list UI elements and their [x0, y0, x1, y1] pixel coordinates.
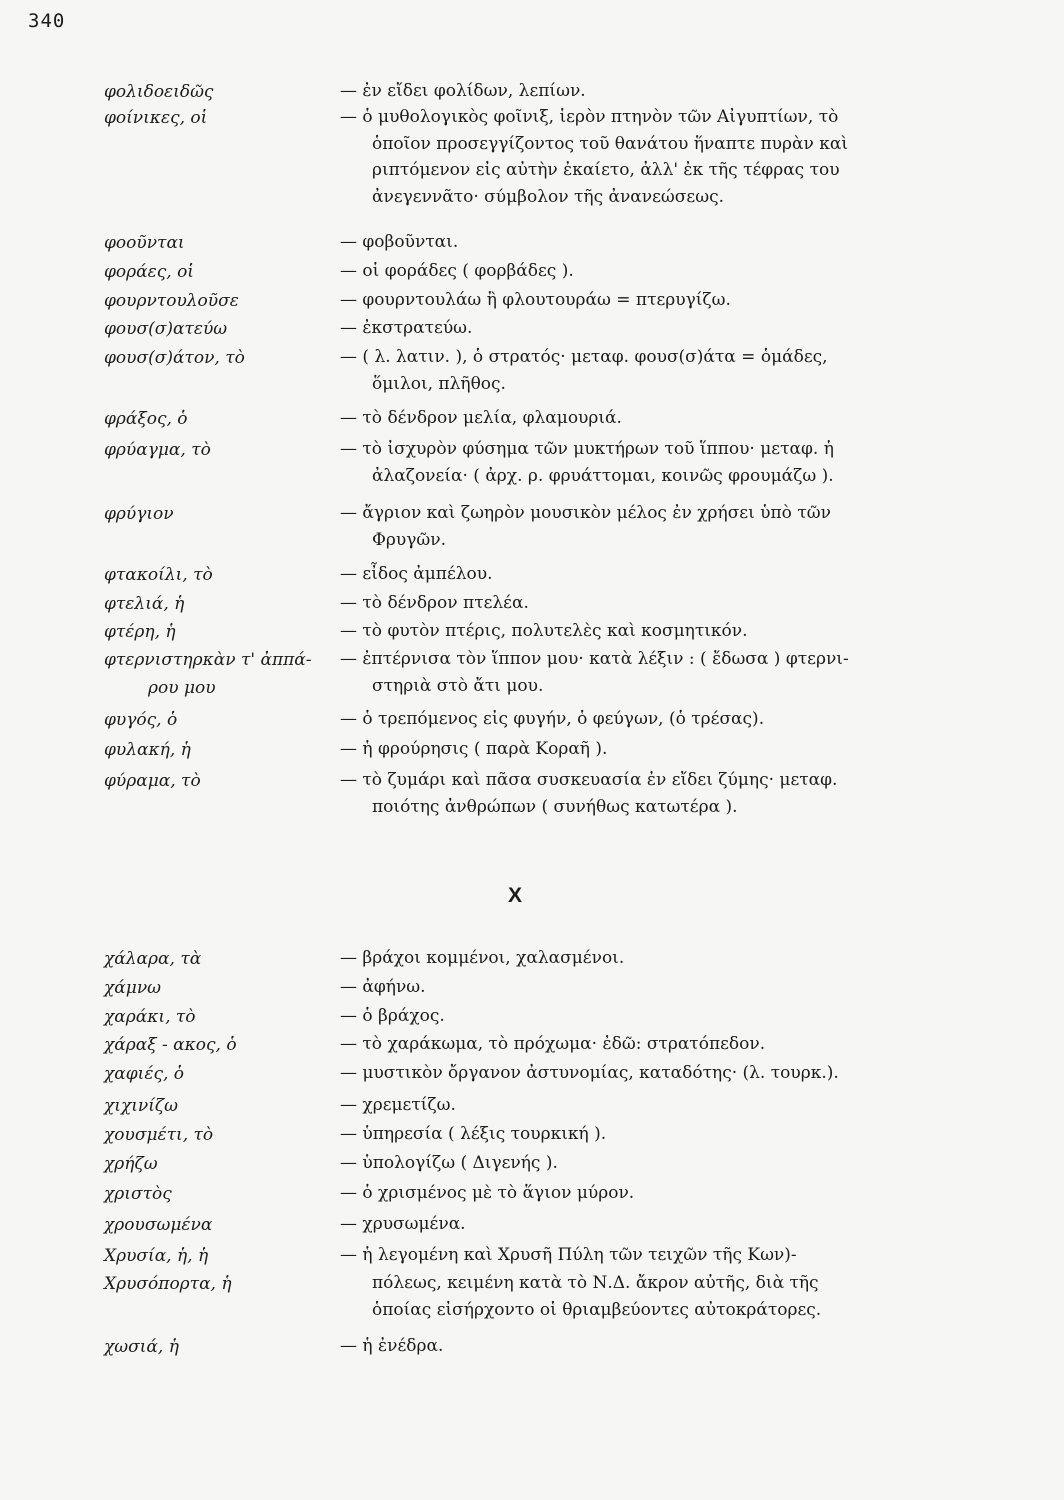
definition	[340, 1270, 970, 1323]
term: χαφιές, ὁ	[104, 1064, 185, 1084]
definition-line: — εἶδος ἀμπέλου.	[340, 564, 493, 584]
definition-line: — τὸ δένδρον πτελέα.	[340, 593, 529, 613]
term-line: ρου μου	[148, 678, 216, 698]
definition-line: — τὸ φυτὸν πτέρις, πολυτελὲς καὶ κοσμητικόν.	[340, 621, 748, 641]
term: Χρυσία, ἡ, ἡ	[104, 1246, 209, 1266]
term: χάραξ - ακος, ὁ	[104, 1035, 237, 1055]
definition-line: — φοβοῦνται.	[340, 232, 459, 252]
term: χωσιά, ἡ	[104, 1337, 179, 1357]
definition-line: — ὁ βράχος.	[340, 1006, 445, 1026]
definition-line: στηριὰ στὸ ἄτι μου.	[372, 675, 544, 696]
definition-line: Φρυγῶν.	[372, 529, 447, 550]
term: φυγός, ὁ	[104, 710, 178, 730]
definition-line: πόλεως, κειμένη κατὰ τὸ Ν.Δ. ἄκρον αὐτῆς, διὰ τῆς	[372, 1273, 819, 1293]
definition-line: — ἐν εἴδει φολίδων, λεπίων.	[340, 81, 586, 101]
definition	[340, 590, 970, 617]
definition-line: — οἱ φοράδες ( φορβάδες ).	[340, 261, 574, 281]
definition	[340, 1333, 970, 1360]
term: φουσ(σ)άτον, τὸ	[104, 348, 245, 368]
term: Χρυσόπορτα, ἡ	[104, 1274, 232, 1294]
definition	[340, 561, 970, 588]
definition-line: — τὸ ζυμάρι καὶ πᾶσα συσκευασία ἐν εἴδει ζύμης· μεταφ.	[340, 770, 838, 790]
definition	[340, 1060, 970, 1087]
term: χουσμέτι, τὸ	[104, 1125, 214, 1145]
term: φρύαγμα, τὸ	[104, 440, 211, 460]
definition	[340, 500, 970, 553]
definition-line: ὁποίας εἰσήρχοντο οἱ θριαμβεύοντες αὐτοκράτορες.	[372, 1299, 822, 1320]
definition-line: — βράχοι κομμένοι, χαλασμένοι.	[340, 948, 625, 968]
term: φύραμα, τὸ	[104, 771, 201, 791]
term: χριστὸς	[104, 1184, 172, 1204]
definition	[340, 258, 970, 285]
definition	[340, 229, 970, 256]
term: φτέρη, ἡ	[104, 622, 176, 642]
section-header-x: X	[508, 884, 523, 907]
definition	[340, 618, 970, 645]
definition-line: — ὁ τρεπόμενος εἰς φυγήν, ὁ φεύγων, (ὁ τρέσας).	[340, 709, 765, 729]
term: φολιδοειδῶς	[104, 82, 214, 102]
term-line: φτερνιστηρκὰν τ' ἀππά-	[104, 650, 312, 670]
definition	[340, 1211, 970, 1238]
definition	[340, 736, 970, 763]
definition-line: — ὑπολογίζω ( Διγενής ).	[340, 1153, 558, 1173]
definition-line: ριπτόμενον εἰς αὐτὴν ἐκαίετο, ἀλλ' ἐκ τῆς τέφρας του	[372, 160, 840, 180]
term: φτακοίλι, τὸ	[104, 565, 213, 585]
definition	[340, 436, 970, 489]
definition	[340, 1150, 970, 1177]
term: φοίνικες, οἱ	[104, 108, 208, 128]
definition	[340, 1092, 970, 1119]
definition	[340, 974, 970, 1001]
definition-line: — ἄγριον καὶ ζωηρὸν μουσικὸν μέλος ἐν χρήσει ὑπὸ τῶν	[340, 503, 831, 523]
term: φοοῦνται	[104, 233, 185, 253]
definition-line: — ἀφήνω.	[340, 977, 426, 997]
definition	[340, 287, 970, 314]
definition	[340, 945, 970, 972]
definition	[340, 646, 970, 699]
definition	[340, 1003, 970, 1030]
term: φυλακή, ἡ	[104, 740, 191, 760]
definition-line: ὅμιλοι, πλῆθος.	[372, 373, 506, 394]
definition	[340, 315, 970, 342]
definition-line: — μυστικὸν ὄργανον ἀστυνομίας, καταδότης· (λ. τουρκ.).	[340, 1063, 839, 1083]
definition-line: — ἡ φρούρησις ( παρὰ Κοραῆ ).	[340, 739, 608, 759]
definition-line: — ἐκστρατεύω.	[340, 318, 473, 338]
term: φουσ(σ)ατεύω	[104, 319, 228, 339]
page-number: 340	[28, 10, 66, 32]
term	[104, 646, 344, 702]
term: χάλαρα, τὰ	[104, 949, 202, 969]
term: χιχινίζω	[104, 1096, 179, 1116]
term: χρήζω	[104, 1154, 158, 1174]
definition	[340, 405, 970, 432]
definition-line: — ἡ λεγομένη καὶ Χρυσῆ Πύλη τῶν τειχῶν τῆς Κων)-	[340, 1245, 797, 1265]
definition-line: — ὑπηρεσία ( λέξις τουρκική ).	[340, 1124, 607, 1144]
definition	[340, 104, 970, 210]
definition-line: — χρεμετίζω.	[340, 1095, 456, 1115]
definition-line: — τὸ χαράκωμα, τὸ πρόχωμα· ἐδῶ: στρατόπεδον.	[340, 1034, 766, 1054]
definition-line: ἀλαζονεία· ( ἀρχ. ρ. φρυάττομαι, κοινῶς φρουμάζω ).	[372, 465, 834, 486]
definition-line: — ( λ. λατιν. ), ὁ στρατός· μεταφ. φουσ(σ)άτα = ὁμάδες,	[340, 347, 828, 367]
term: χρουσωμένα	[104, 1215, 213, 1235]
definition	[340, 1180, 970, 1207]
definition-line: ἀνεγεννᾶτο· σύμβολον τῆς ἀνανεώσεως.	[372, 186, 724, 207]
term: φουρντουλοῦσε	[104, 291, 239, 311]
definition-line: — ἐπτέρνισα τὸν ἵππον μου· κατὰ λέξιν : ( ἔδωσα ) φτερνι-	[340, 649, 849, 669]
definition-line: — ὁ μυθολογικὸς φοῖνιξ, ἱερὸν πτηνὸν τῶν Αἰγυπτίων, τὸ	[340, 107, 839, 127]
term: φτελιά, ἡ	[104, 594, 185, 614]
definition-line: — ἡ ἐνέδρα.	[340, 1336, 444, 1356]
definition	[340, 344, 970, 397]
definition-line: — τὸ δένδρον μελία, φλαμουριά.	[340, 408, 622, 428]
definition-line: — τὸ ἰσχυρὸν φύσημα τῶν μυκτήρων τοῦ ἵππου· μεταφ. ἡ	[340, 439, 834, 459]
term: χάμνω	[104, 978, 162, 998]
definition	[340, 1031, 970, 1058]
definition	[340, 706, 970, 733]
definition-line: ὁποῖον προσεγγίζοντος τοῦ θανάτου ἥναπτε πυρὰν καὶ	[372, 133, 848, 154]
definition	[340, 1121, 970, 1148]
term: φρύγιον	[104, 504, 174, 524]
definition-line: — χρυσωμένα.	[340, 1214, 466, 1234]
term: φοράες, οἱ	[104, 262, 194, 282]
definition-line: ποιότης ἀνθρώπων ( συνήθως κατωτέρα ).	[372, 796, 738, 817]
definition-line: — φουρντουλάω ἢ φλουτουράω = πτερυγίζω.	[340, 290, 731, 310]
definition-line: — ὁ χρισμένος μὲ τὸ ἅγιον μύρον.	[340, 1183, 635, 1203]
term: φράξος, ὁ	[104, 409, 188, 429]
definition	[340, 78, 970, 105]
definition	[340, 1242, 970, 1269]
definition	[340, 767, 970, 820]
term: χαράκι, τὸ	[104, 1007, 196, 1027]
